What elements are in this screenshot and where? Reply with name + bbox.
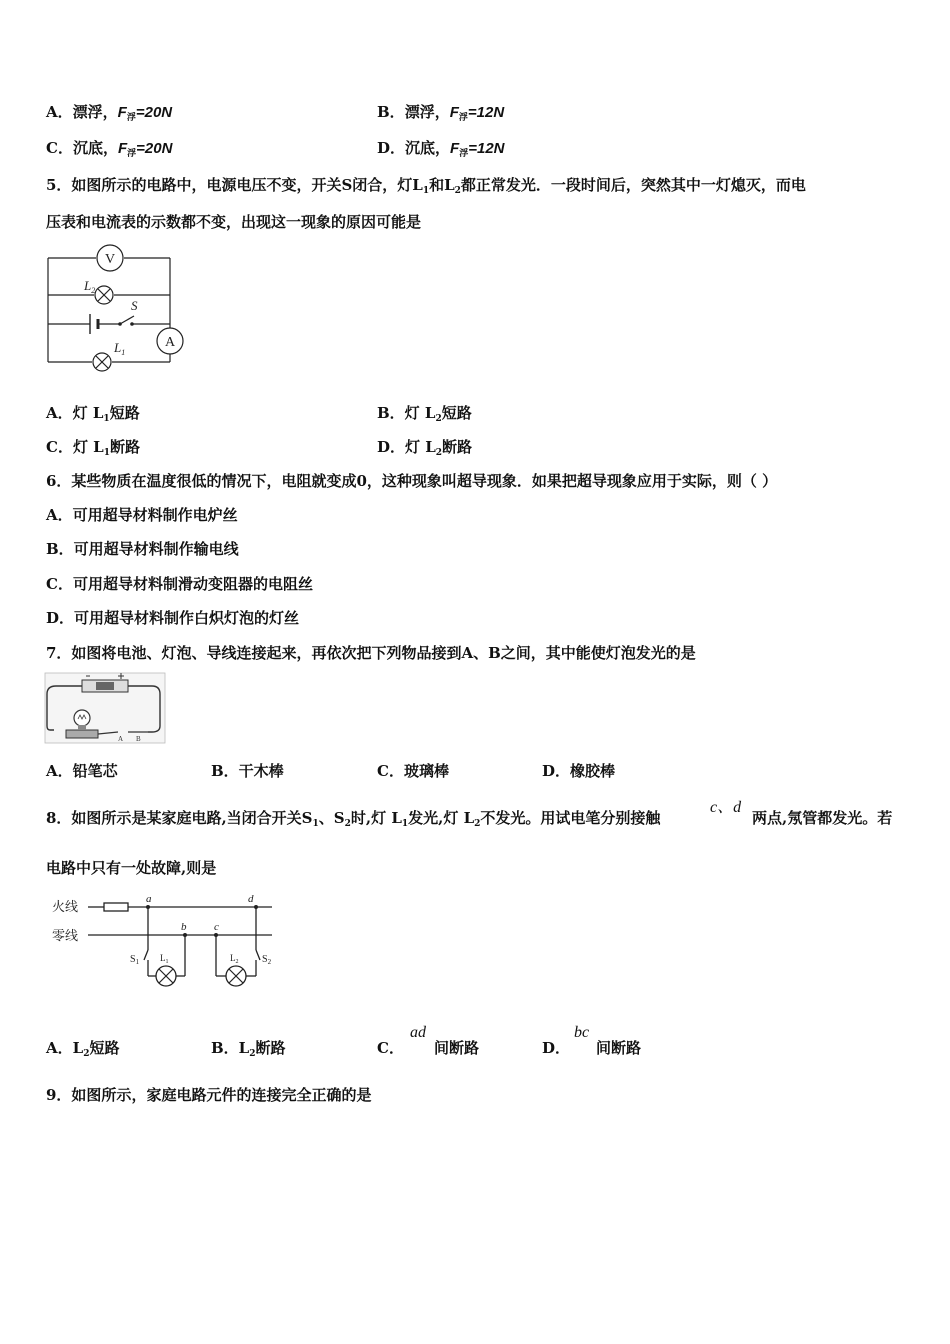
q6-option-b: B．可用超导材料制作输电线 — [46, 540, 239, 558]
q7-option-d: D．橡胶棒 — [542, 762, 616, 780]
q5-option-b: B．灯 $L_2$短路 — [377, 404, 472, 424]
q8-stem-end: 两点,氖管都发光。若 — [752, 809, 893, 827]
q8-math-cd: c、d — [710, 799, 742, 816]
q8-stem-line1: 8．如图所示是某家庭电路,当闭合开关$S_1$、$S_2$时,灯 $L_1$发光,灯 $L_2$不发光。用试电笔分别接触 — [46, 809, 661, 829]
svg-text:S: S — [131, 298, 138, 313]
q9-stem: 9．如图所示，家庭电路元件的连接完全正确的是 — [46, 1086, 372, 1104]
q6-option-c: C．可用超导材料制滑动变阻器的电阻丝 — [46, 575, 313, 593]
q8-option-d-math: bc — [574, 1024, 590, 1041]
svg-text:L1: $L_1$ — [114, 340, 126, 357]
lamp-l2-symbol — [226, 953, 246, 986]
q4-option-b: B．漂浮，$F_浮=12N$ — [377, 103, 505, 123]
terminal-b-label: B — [136, 735, 141, 743]
q5-circuit-diagram — [40, 240, 190, 375]
q8-option-c-text: 间断路 — [434, 1039, 480, 1057]
switch-s1-label: $S_1$ — [130, 954, 140, 966]
q8-option-c-letter: C． — [377, 1039, 404, 1057]
q8-option-a: A．$L_2$短路 — [46, 1039, 120, 1059]
point-a-label: a — [146, 893, 152, 905]
svg-text:L2: $L_2$ — [230, 953, 239, 965]
lamp-l1-symbol — [156, 953, 176, 986]
lamp-l2-symbol — [83, 278, 113, 304]
q7-stem: 7．如图将电池、灯泡、导线连接起来，再依次把下列物品接到A、B之间，其中能使灯泡发光的是 — [46, 644, 696, 662]
q7-circuit-photo — [44, 672, 166, 744]
switch-s2-label: $S_2$ — [262, 954, 272, 966]
battery-symbol — [90, 314, 98, 334]
ammeter-symbol — [157, 328, 183, 354]
q7-option-b: B．干木棒 — [211, 762, 284, 780]
q6-option-d: D．可用超导材料制作白炽灯泡的灯丝 — [46, 609, 300, 627]
neutral-wire-label: 零线 — [52, 928, 79, 943]
point-c-label: c — [214, 921, 219, 933]
q8-option-d-letter: D． — [542, 1039, 571, 1057]
q4-option-c: C．沉底，$F_浮=20N$ — [46, 139, 173, 159]
q8-household-circuit — [50, 888, 280, 996]
q5-option-a: A．灯 $L_1$短路 — [46, 404, 140, 424]
q4-option-d: D．沉底，$F_浮=12N$ — [377, 139, 505, 159]
q7-option-a: A．铅笔芯 — [46, 762, 118, 780]
q8-option-c-math: ad — [410, 1024, 426, 1041]
svg-text:L2: $L_2$ — [84, 278, 96, 295]
q6-stem: 6．某些物质在温度很低的情况下，电阻就变成0，这种现象叫超导现象．如果把超导现象应用于实际，则（ ） — [46, 472, 778, 490]
q5-stem-line2: 压表和电流表的示数都不变，出现这一现象的原因可能是 — [46, 213, 422, 231]
q5-option-d: D．灯 $L_2$断路 — [377, 438, 473, 458]
switch-s-symbol — [118, 298, 138, 326]
q5-stem-line1: 5．如图所示的电路中，电源电压不变，开关S闭合，灯$L_1$和$L_2$都正常发光．一段时间后，突然其中一灯熄灭，而电 — [46, 176, 806, 196]
lamp-l1-symbol — [93, 340, 125, 371]
live-wire-label: 火线 — [52, 899, 79, 914]
svg-text:A: A — [164, 335, 176, 350]
q8-stem-line2: 电路中只有一处故障,则是 — [46, 859, 217, 877]
q6-option-a: A．可用超导材料制作电炉丝 — [46, 506, 238, 524]
point-d-label: d — [248, 893, 254, 905]
q5-option-c: C．灯 $L_1$断路 — [46, 438, 140, 458]
svg-text:L1: $L_1$ — [160, 953, 169, 965]
voltmeter-label: V — [104, 252, 116, 267]
voltmeter-symbol — [97, 245, 123, 271]
point-b-label: b — [181, 921, 187, 933]
terminal-a-label: A — [118, 735, 124, 743]
q8-option-d-text: 间断路 — [596, 1039, 642, 1057]
q7-option-c: C．玻璃棒 — [377, 762, 449, 780]
q4-option-a: A．漂浮，$F_浮=20N$ — [46, 103, 173, 123]
q8-option-b: B．$L_2$断路 — [211, 1039, 286, 1059]
